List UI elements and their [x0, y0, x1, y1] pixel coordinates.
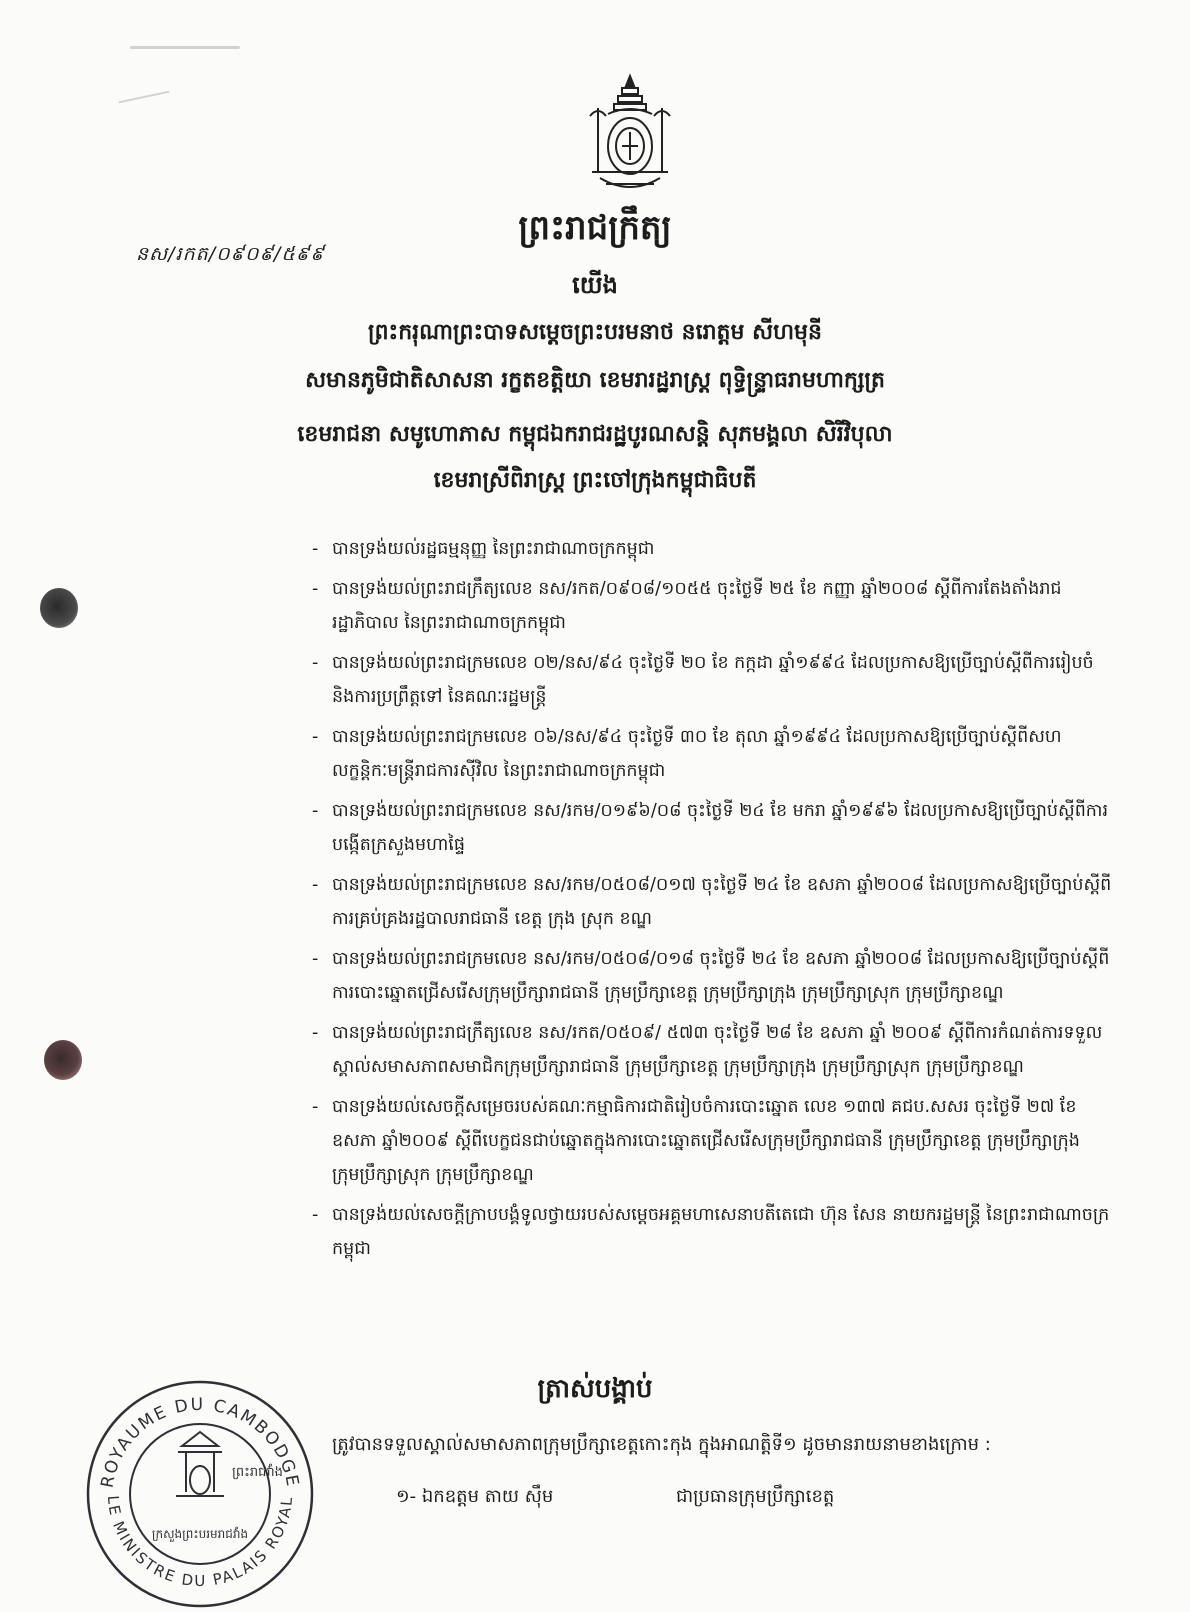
clause-item: - បានទ្រង់យល់ព្រះរាជក្រឹត្យលេខ នស/រកត/០៩០៨/១០៥៥ ចុះថ្ងៃទី ២៥ ខែ កញ្ញា ឆ្នាំ២០០៨ ស្តីពីការតែងតាំងរាជរដ្ឋាភិបាល នៃព្រះរាជាណាចក្រកម្ពុជា	[312, 572, 1112, 640]
appointee-row	[396, 1484, 835, 1511]
punch-hole	[44, 1040, 82, 1080]
king-title-line: ព្រះករុណាព្រះបាទសម្តេចព្រះបរមនាថ នរោត្តម សីហមុនី	[368, 320, 822, 345]
seal-outer-top: ROYAUME DU CAMBODGE	[97, 1394, 303, 1490]
clause-item: - បានទ្រង់យល់ព្រះរាជក្រឹត្យលេខ នស/រកត/០៥០៩/ ៥៧៣ ចុះថ្ងៃទី ២៨ ខែ ឧសភា ឆ្នាំ ២០០៩ ស្តីពីការកំណត់ការទទួលស្គាល់សមាសភាពសមាជិកក្រុមប្រឹក្សារាជធានី ក្រុមប្រឹក្សាខេត្ត ក្រុមប្រឹក្សាក្រុង ក្រុមប្រឹក្សាស្រុក ក្រុមប្រឹក្សាខណ្ឌ	[312, 1016, 1112, 1084]
clause-item: - បានទ្រង់យល់ព្រះរាជក្រមលេខ នស/រកម/០៥០៨/០១៨ ចុះថ្ងៃទី ២៤ ខែ ឧសភា ឆ្នាំ២០០៨ ដែលប្រកាសឱ្យប្រើច្បាប់ស្តីពីការបោះឆ្នោតជ្រើសរើសក្រុមប្រឹក្សារាជធានី ក្រុមប្រឹក្សាខេត្ត ក្រុមប្រឹក្សាក្រុង ក្រុមប្រឹក្សាស្រុក ក្រុមប្រឹក្សាខណ្ឌ	[312, 942, 1112, 1010]
king-title-line: សមានភូមិជាតិសាសនា រក្ខតខត្តិយា ខេមរារដ្ឋរាស្ត្រ ពុទ្ធិន្ទ្រាធរាមហាក្សត្រ	[305, 368, 885, 393]
appointee-name: ឯកឧត្តម តាយ សុឹម	[421, 1486, 554, 1507]
clause-item: - បានទ្រង់យល់ព្រះរាជក្រមលេខ នស/រកម/០១៩៦/០៨ ចុះថ្ងៃទី ២៤ ខែ មករា ឆ្នាំ១៩៩៦ ដែលប្រកាសឱ្យប្រើច្បាប់ស្តីពីការបង្កើតក្រសួងមហាផ្ទៃ	[312, 794, 1112, 862]
punch-hole	[40, 588, 78, 628]
seal-inner-label: ព្រះរាជវាំង	[232, 1465, 283, 1480]
clause-item: - បានទ្រង់យល់ព្រះរាជក្រមលេខ នស/រកម/០៥០៨/០១៧ ចុះថ្ងៃទី ២៤ ខែ ឧសភា ឆ្នាំ២០០៨ ដែលប្រកាសឱ្យប្រើច្បាប់ស្តីពីការគ្រប់គ្រងរដ្ឋបាលរាជធានី ខេត្ត ក្រុង ស្រុក ខណ្ឌ	[312, 868, 1112, 936]
seal-inner-bottom: ក្រសួងព្រះបរមរាជវាំង	[151, 1527, 249, 1541]
preamble-clauses	[312, 532, 1112, 1272]
clause-item: - បានទ្រង់យល់ព្រះរាជក្រមលេខ ០២/នស/៩៤ ចុះថ្ងៃទី ២០ ខែ កក្កដា ឆ្នាំ១៩៩៤ ដែលប្រកាសឱ្យប្រើច្បាប់ស្តីពីការរៀបចំ និងការប្រព្រឹត្តទៅ នៃគណៈរដ្ឋមន្ត្រី	[312, 646, 1112, 714]
clause-item: - បានទ្រង់យល់សេចក្តីសម្រេចរបស់គណៈកម្មាធិការជាតិរៀបចំការបោះឆ្នោត លេខ ១៣៧ គជប.សសរ ចុះថ្ងៃទី ២៧ ខែ ឧសភា ឆ្នាំ២០០៩ ស្តីពីបេក្ខជនជាប់ឆ្នោតក្នុងការបោះឆ្នោតជ្រើសរើសក្រុមប្រឹក្សារាជធានី ក្រុមប្រឹក្សាខេត្ត ក្រុមប្រឹក្សាក្រុង ក្រុមប្រឹក្សាស្រុក ក្រុមប្រឹក្សាខណ្ឌ	[312, 1090, 1112, 1192]
decree-title: ព្រះរាជក្រឹត្យ	[518, 208, 672, 248]
king-title-line: ខេមរាស្រីពិរាស្ត្រ ព្រះចៅក្រុងកម្ពុជាធិបតី	[433, 468, 757, 493]
clause-item: - បានទ្រង់យល់រដ្ឋធម្មនុញ្ញ នៃព្រះរាជាណាចក្រកម្ពុជា	[312, 532, 1112, 566]
royal-coat-of-arms-icon	[578, 72, 682, 200]
royal-palace-seal-icon	[82, 1376, 318, 1612]
order-title: ត្រាស់បង្គាប់	[537, 1374, 653, 1404]
king-title-line: ខេមរាជនា សមូហោភាស កម្ពុជឯករាជរដ្ឋបូរណសន្តិ សុភមង្គលា សិរីវិបុលា	[297, 422, 893, 447]
scan-artifact	[130, 46, 240, 49]
document-number: នស/រកត/០៩០៩/៥៩៩	[136, 243, 325, 265]
clause-item: - បានទ្រង់យល់ព្រះរាជក្រមលេខ ០៦/នស/៩៤ ចុះថ្ងៃទី ៣០ ខែ តុលា ឆ្នាំ១៩៩៤ ដែលប្រកាសឱ្យប្រើច្បាប់ស្តីពីសហលក្ខន្តិកៈមន្ត្រីរាជការស៊ីវិល នៃព្រះរាជាណាចក្រកម្ពុជា	[312, 720, 1112, 788]
appointee-number: ១-	[396, 1486, 417, 1507]
scan-artifact	[118, 91, 169, 104]
we-heading: យើង	[572, 271, 618, 299]
seal-outer-bottom: LE MINISTRE DU PALAIS ROYAL	[103, 1494, 297, 1591]
order-text: ត្រូវបានទទួលស្គាល់សមាសភាពក្រុមប្រឹក្សាខេត្តកោះកុង ក្នុងអាណត្តិទី១ ដូចមានរាយនាមខាងក្រោម :	[332, 1434, 991, 1455]
clause-item: - បានទ្រង់យល់សេចក្តីក្រាបបង្គំទូលថ្វាយរបស់សម្តេចអគ្គមហាសេនាបតីតេជោ ហ៊ុន សែន នាយករដ្ឋមន្ត្រី នៃព្រះរាជាណាចក្រកម្ពុជា	[312, 1198, 1112, 1266]
appointee-role: ជាប្រធានក្រុមប្រឹក្សាខេត្ត	[676, 1486, 835, 1507]
